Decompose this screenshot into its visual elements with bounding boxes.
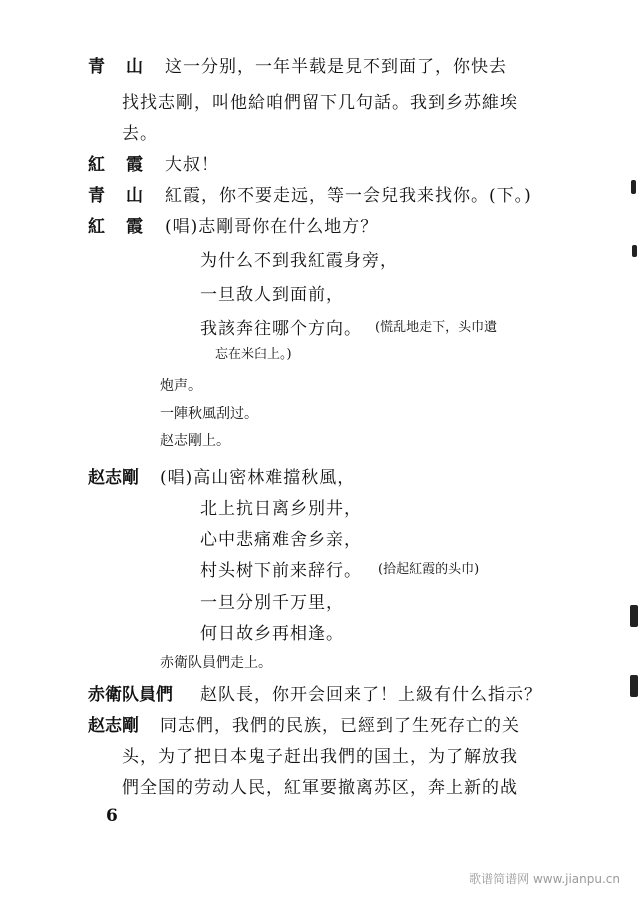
dialogue-line: 赵队長，你开会回来了！上級有什么指示？ [200, 685, 542, 705]
scan-mark [631, 180, 636, 194]
watermark: 歌谱简谱网 www.jianpu.cn [469, 872, 620, 886]
speaker-zhao-zhigang: 赵志剛 [88, 468, 139, 488]
lyric-line: 心中悲痛难舍乡亲， [200, 530, 362, 550]
speaker-hongxia: 紅 霞 [88, 155, 145, 175]
stage-direction-inline: (拾起紅霞的头巾) [378, 562, 480, 577]
scan-mark [630, 675, 638, 697]
stage-direction: 一陣秋風刮过。 [160, 406, 258, 422]
lyric-line: 为什么不到我紅霞身旁， [200, 251, 398, 271]
dialogue-line: 大叔！ [165, 155, 219, 175]
lyric-line: 我該奔往哪个方向。 [200, 319, 362, 339]
stage-direction-inline: (慌乱地走下，头巾遺 [375, 320, 498, 335]
lyric-line: 一旦敌人到面前， [200, 285, 344, 305]
dialogue-line: 紅霞，你不要走远，等一会兒我来找你。(下。) [165, 186, 532, 206]
lyric-line: 何日故乡再相逢。 [200, 624, 344, 644]
page-number: 6 [106, 806, 118, 826]
scan-mark [630, 605, 638, 627]
stage-direction-inline: 忘在米臼上。) [215, 347, 292, 362]
dialogue-line: 找找志剛，叫他給咱們留下几句話。我到乡苏維埃 [122, 93, 518, 113]
dialogue-line: 們全国的劳动人民，紅軍要撤离苏区，奔上新的战 [122, 778, 518, 798]
lyric-line: (唱)高山密林难擋秋風， [160, 468, 356, 488]
speaker-qingshan: 青 山 [88, 57, 145, 77]
dialogue-line: 这一分别，一年半载是見不到面了，你快去 [165, 57, 507, 77]
dialogue-line: 去。 [122, 124, 158, 144]
lyric-line: 一旦分別千万里， [200, 593, 344, 613]
lyric-line: 村头树下前来辞行。 [200, 561, 362, 581]
dialogue-line: 同志們，我們的民族，已經到了生死存亡的关 [160, 716, 520, 736]
scan-mark [632, 245, 637, 257]
stage-direction: 炮声。 [160, 378, 202, 394]
speaker-qingshan: 青 山 [88, 186, 145, 206]
lyric-line: 北上抗日离乡別井， [200, 499, 362, 519]
speaker-zhao-zhigang: 赵志剛 [88, 716, 139, 736]
speaker-hongxia: 紅 霞 [88, 217, 145, 237]
stage-direction: 赵志剛上。 [160, 433, 230, 449]
stage-direction: 赤衛队員們走上。 [160, 655, 272, 671]
speaker-red-guards: 赤衛队員們 [88, 685, 173, 705]
lyric-line: (唱)志剛哥你在什么地方？ [165, 217, 379, 237]
dialogue-line: 头，为了把日本鬼子赶出我們的国土，为了解放我 [122, 747, 518, 767]
